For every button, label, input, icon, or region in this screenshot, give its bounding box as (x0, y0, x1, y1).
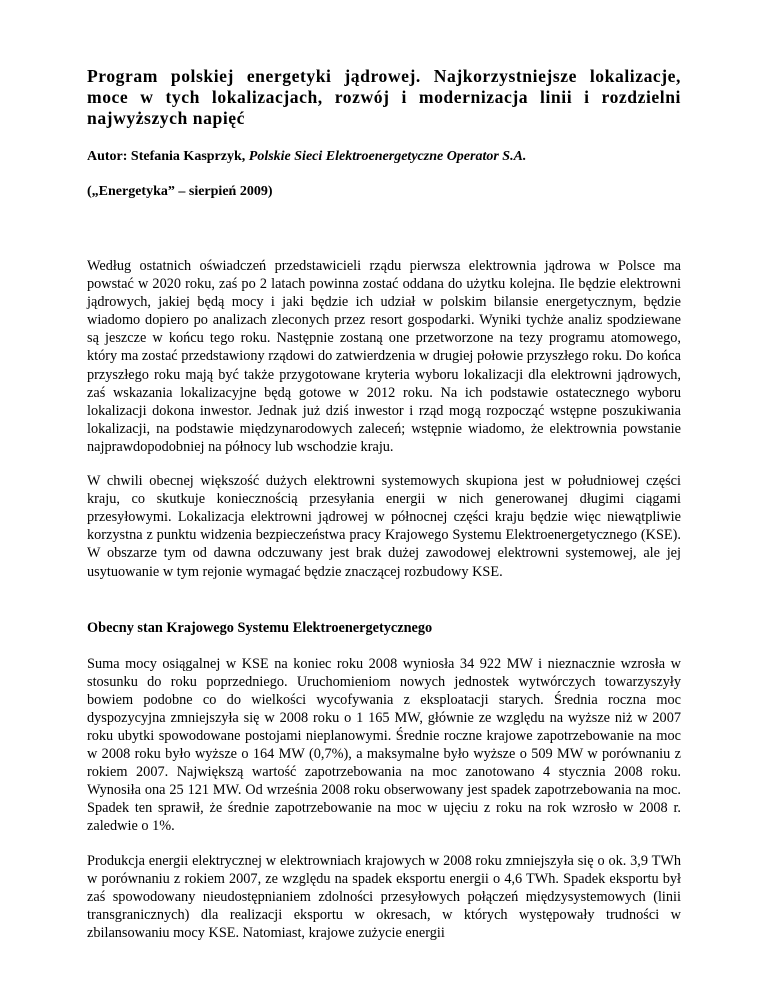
section-paragraph-2: Produkcja energii elektrycznej w elektrowniach krajowych w 2008 roku zmniejszyła się o ok. 3,9 TWh w porównaniu z rokiem 2007, ze względu na spadek eksportu energii o 4,6 TWh. Spadek eksportu był zaś spowodowany nieudostępnianiem zdolności przesyłowych połączeń międzysystemowych (linii transgranicznych) dla realizacji eksportu w okresach, w których występowały trudności w zbilansowaniu mocy KSE. Natomiast, krajowe zużycie energii (87, 852, 681, 941)
intro-paragraph-1: Według ostatnich oświadczeń przedstawicieli rządu pierwsza elektrownia jądrowa w Polsce ma powstać w 2020 roku, zaś po 2 latach powinna zostać oddana do użytku kolejna. Ile będzie elektrowni jądrowych, jakiej będą mocy i jaki będzie ich udział w polskim bilansie energetycznym, będzie wiadomo dopiero po analizach zleconych przez resort gospodarki. Wyniki tychże analiz spodziewane są jeszcze w końcu tego roku. Następnie zostaną one przetworzone na tezy programu atomowego, który ma zostać przedstawiony rządowi do zatwierdzenia w drugiej połowie przyszłego roku. Do końca przyszłego roku mają być także przygotowane kryteria wyboru lokalizacji dla elektrowni jądrowych, zaś wskazania lokalizacyjne będą gotowe w 2012 roku. Na ich podstawie ostatecznego wyboru lokalizacji dokona inwestor. Jednak już dziś inwestor i rząd mogą rozpocząć wstępne poszukiwania lokalizacji, na podstawie międzynarodowych zaleceń; wstępnie wiadomo, że elektrownia powstanie najprawdopodobniej na północy lub wschodzie kraju. (87, 258, 681, 455)
section-paragraph-1: Suma mocy osiągalnej w KSE na koniec roku 2008 wyniosła 34 922 MW i nieznacznie wzrosła w stosunku do roku poprzedniego. Uruchomieniom nowych jednostek wytwórczych towarzyszyły bowiem podobne co do wielkości wycofywania z eksploatacji starych. Średnia roczna moc dyspozycyjna zmniejszyła się w 2008 roku o 1 165 MW, głównie ze względu na wyższe niż w 2007 roku ubytki spowodowane postojami nieplanowymi. Średnie roczne krajowe zapotrzebowanie na moc w 2008 roku było wyższe o 164 MW (0,7%), a maksymalne było wyższe o 509 MW w porównaniu z rokiem 2007. Największą wartość zapotrzebowania na moc zanotowano 4 stycznia 2008 roku. Wynosiła ona 25 121 MW. Od września 2008 roku obserwowany jest spadek zapotrzebowania na moc. Spadek ten sprawił, że średnie zapotrzebowanie na moc w ujęciu z roku na rok wzrosło w 2008 r. zaledwie o 1%. (87, 655, 681, 835)
source-line: („Energetyka” – sierpień 2009) (87, 184, 273, 199)
document-page (87, 66, 681, 942)
intro-paragraph-2: W chwili obecnej większość dużych elektrowni systemowych skupiona jest w południowej części kraju, co skutkuje koniecznością przesyłania energii w nich generowanej długimi ciągami przesyłowymi. Lokalizacja elektrowni jądrowej w północnej części kraju będzie więc niewątpliwie korzystna z punktu widzenia bezpieczeństwa pracy Krajowego Systemu Elektroenergetycznego (KSE). W obszarze tym od dawna odczuwany jest brak dużej zawodowej elektrowni systemowej, ale jej usytuowanie w tym rejonie wymagać będzie znaczącej rozbudowy KSE. (87, 473, 681, 580)
intro-section (87, 257, 681, 581)
author-name: Autor: Stefania Kasprzyk, (87, 149, 249, 164)
document-title: Program polskiej energetyki jądrowej. Najkorzystniejsze lokalizacje, moce w tych lokalizacjach, rozwój i modernizacja linii i rozdzielni najwyższych napięć (87, 66, 681, 128)
section-body (87, 655, 681, 942)
section-heading: Obecny stan Krajowego Systemu Elektroenergetycznego (87, 619, 433, 636)
author-organization: Polskie Sieci Elektroenergetyczne Operator S.A. (248, 149, 527, 164)
author-line (87, 148, 681, 166)
